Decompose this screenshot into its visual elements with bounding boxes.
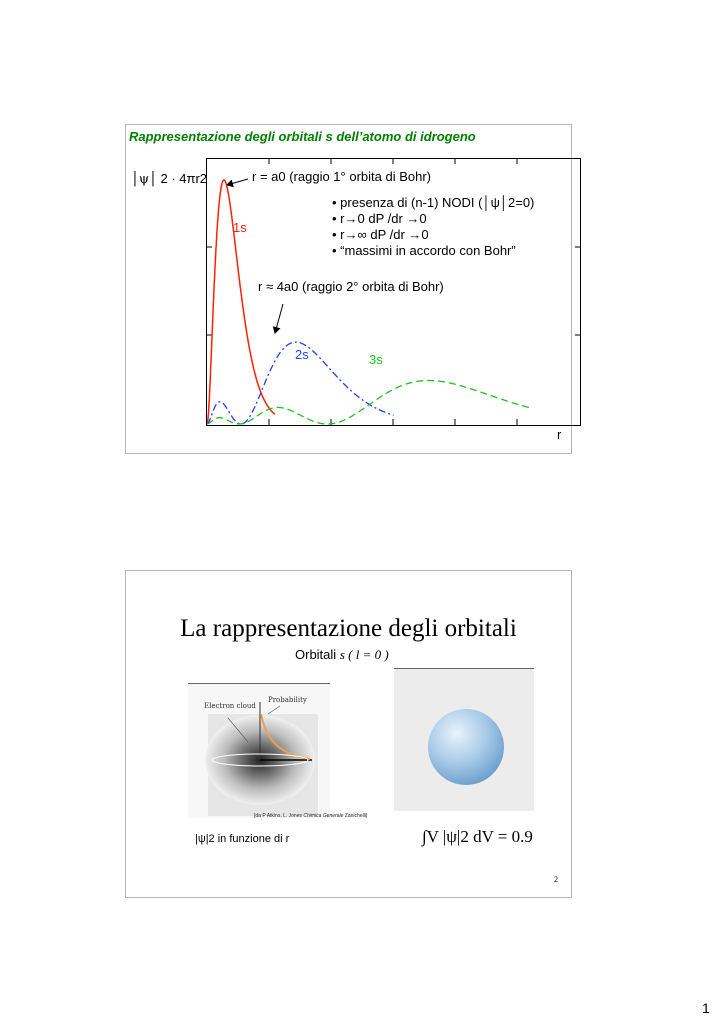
slide-subtitle: Orbitali s ( l = 0 ) — [295, 647, 389, 662]
annotation-a0: r = a0 (raggio 1° orbita di Bohr) — [252, 169, 431, 184]
slide-title: Rappresentazione degli orbitali s dell’atomo di idrogeno — [129, 129, 476, 144]
slide-rappresentazione-orbitali — [125, 570, 572, 898]
electron-cloud-figure — [188, 684, 330, 818]
bullet-item: • r→∞ dP /dr →0 — [332, 227, 429, 242]
normalization-formula: ∫V |ψ|2 dV = 0.9 — [422, 827, 533, 846]
bullet-list — [332, 195, 534, 259]
bullet-item: • presenza di (n-1) NODI (│ψ│2=0) — [332, 195, 535, 210]
x-axis-label: r — [557, 427, 562, 442]
slide-orbitali-s-plot — [125, 124, 572, 454]
orbital-sphere-figure — [394, 669, 534, 811]
orbital-sphere-image — [394, 668, 534, 811]
image-caption: [da P Atkins, L. Jones Chimica Generale Zanichelli] — [254, 813, 368, 819]
electron-cloud-label: Electron cloud — [204, 702, 256, 710]
label-2s: 2s — [295, 347, 309, 362]
slide-number: 2 — [554, 875, 558, 884]
s-orbital-sphere — [428, 709, 504, 785]
label-1s: 1s — [233, 220, 247, 235]
bullet-item: • “massimi in accordo con Bohr” — [332, 243, 516, 258]
psi-squared-text: |ψ|2 in funzione di r — [195, 833, 290, 845]
annotation-4a0: r ≈ 4a0 (raggio 2° orbita di Bohr) — [258, 279, 444, 294]
bullet-item: • r→0 dP /dr →0 — [332, 211, 427, 226]
curve-1s — [207, 180, 275, 424]
curve-3s — [207, 381, 529, 425]
page-number: 1 — [702, 1000, 710, 1016]
slide-title: La rappresentazione degli orbitali — [180, 615, 517, 642]
probability-label: Probability — [268, 696, 307, 704]
electron-cloud-image — [188, 683, 330, 818]
label-3s: 3s — [369, 352, 383, 367]
y-axis-label: │ψ│ 2 · 4πr2 — [131, 171, 208, 187]
label-pointer — [268, 706, 280, 714]
